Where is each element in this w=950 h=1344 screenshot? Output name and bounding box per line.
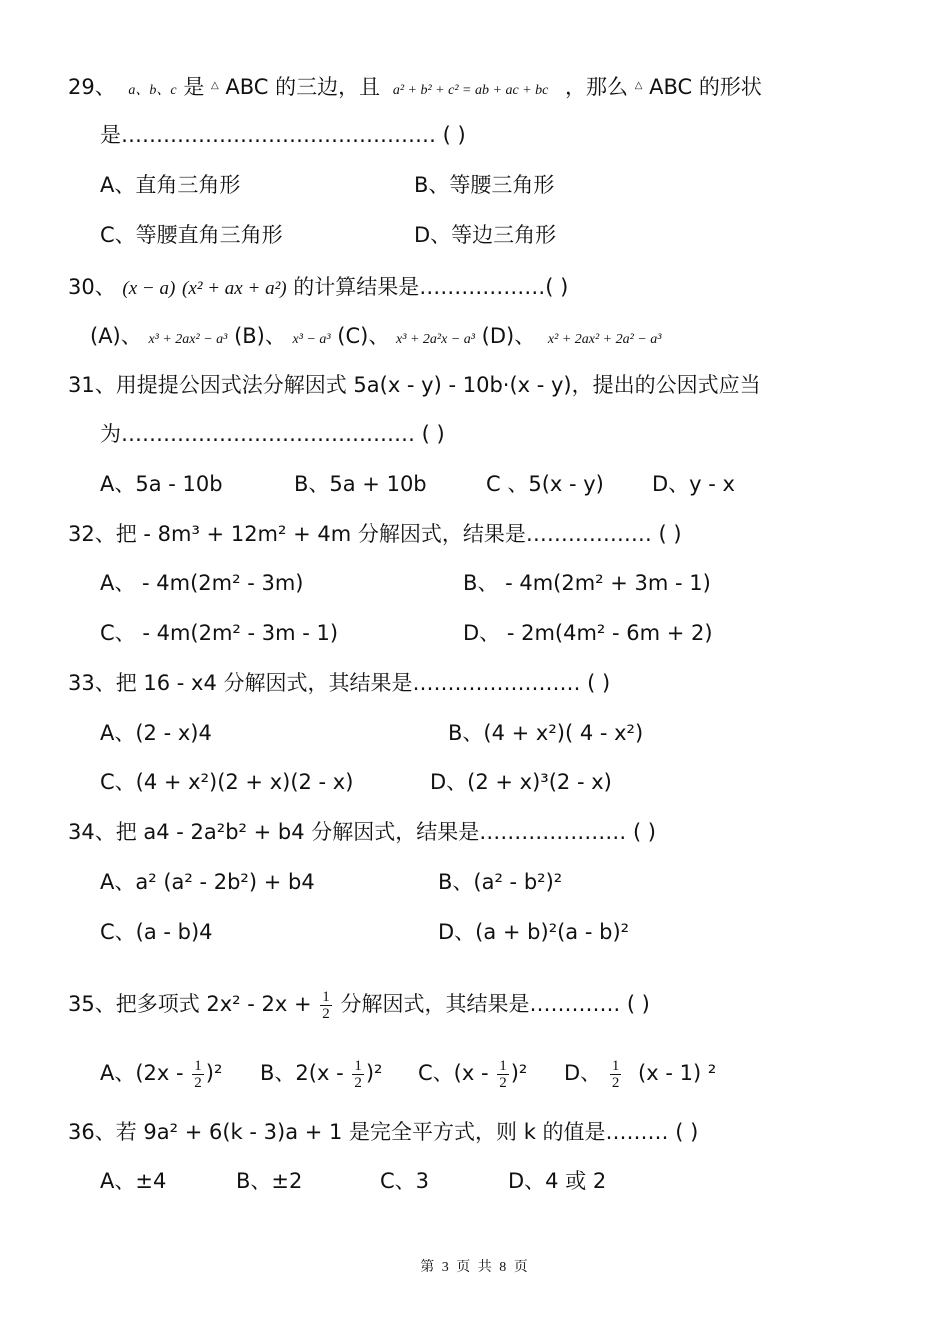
q32-option-c: C、 - 4m(2m² - 3m - 1) [100,621,339,645]
fraction-one-half [610,1058,622,1091]
fraction-numerator: 1 [354,1057,362,1074]
q36-option-b: B、±2 [236,1169,303,1193]
q35-stem [68,984,650,1024]
q32-option-d: D、 - 2m(4m² - 6m + 2) [463,621,713,645]
triangle-icon: △ [211,80,219,91]
q35-option-a-part1: A、(2x - [100,1061,184,1085]
q33-option-a: A、(2 - x)4 [100,721,212,745]
q30-option-c-expr: x³ + 2a²x − a³ [396,332,475,347]
q29-option-d: D、等边三角形 [414,223,557,247]
q35-text-1: 35、把多项式 2x² - 2x + [68,992,312,1016]
q29-option-c: C、等腰直角三角形 [100,223,283,247]
triangle-icon: △ [634,80,643,91]
q35-option-d-part2: (x - 1) ² [638,1061,717,1085]
q33-option-c: C、(4 + x²)(2 + x)(2 - x) [100,770,354,794]
q31-stem-line2: 为…………………………………… ( ) [100,422,445,446]
q36-option-a: A、±4 [100,1169,167,1193]
q34-option-d: D、(a + b)²(a - b)² [438,920,630,944]
q36-option-d: D、4 或 2 [508,1169,607,1193]
q31-option-b: B、5a + 10b [294,472,427,496]
q30-options [90,322,661,354]
fraction-one-half [320,989,332,1022]
fraction-numerator: 1 [322,988,330,1005]
q29-text-4: ABC 的形状 [649,75,762,99]
q30-factor-2: (x² + ax + a²) [182,278,287,299]
q29-equation: a² + b² + c² = ab + ac + bc [392,83,549,98]
q30-option-b-label: (B)、 [234,324,286,348]
fraction-denominator: 2 [611,1074,620,1091]
q35-option-a [100,1053,222,1093]
q30-option-a-label: (A)、 [90,324,142,348]
q31-option-c: C 、5(x - y) [486,472,604,496]
q29-text-2: ABC 的三边，且 [225,75,381,99]
q31-stem: 31、用提提公因式法分解因式 5a(x - y) - 10b·(x - y)，提出的公因式应当 [68,373,761,397]
q31-option-d: D、y - x [652,472,735,496]
q34-stem: 34、把 a4 - 2a²b² + b4 分解因式，结果是………………… ( ) [68,820,656,844]
q30-text: 的计算结果是………………( ) [293,275,569,299]
q35-text-2: 分解因式，其结果是…………. ( ) [340,992,650,1016]
q33-option-d: D、(2 + x)³(2 - x) [430,770,612,794]
fraction-denominator: 2 [194,1074,202,1091]
fraction-denominator: 2 [322,1005,330,1022]
q35-option-c [418,1053,527,1093]
q29-stem-line2: 是……………………………………… ( ) [100,123,466,147]
q31-option-a: A、5a - 10b [100,472,223,496]
q30-option-c-label: (C)、 [337,324,390,348]
q35-option-c-part1: C、(x - [418,1061,489,1085]
q35-option-b-part1: B、2(x - [260,1061,344,1085]
q32-stem: 32、把 - 8m³ + 12m² + 4m 分解因式，结果是……………… ( ) [68,522,682,546]
q29-vars: a、b、c [128,83,177,98]
q30-number: 30、 [68,275,116,299]
fraction-numerator: 1 [499,1057,507,1074]
q30-factor-1: (x − a) [122,278,176,299]
q35-option-a-part2: )² [205,1061,223,1085]
q34-option-c: C、(a - b)4 [100,920,213,944]
q33-option-b: B、(4 + x²)( 4 - x²) [448,721,644,745]
q30-option-b-expr: x³ − a³ [292,332,331,347]
q30-option-d-expr: x² + 2ax² + 2a² − a³ [547,332,662,347]
q32-option-b: B、 - 4m(2m² + 3m - 1) [463,571,711,595]
q32-option-a: A、 - 4m(2m² - 3m) [100,571,304,595]
q29-option-b: B、等腰三角形 [414,173,555,197]
fraction-denominator: 2 [499,1074,507,1091]
fraction-one-half [497,1058,509,1091]
q35-option-b-part2: )² [365,1061,383,1085]
q29-number: 29、 [68,75,116,99]
fraction-one-half [192,1058,204,1091]
q36-stem: 36、若 9a² + 6(k - 3)a + 1 是完全平方式，则 k 的值是……… ( ) [68,1120,699,1144]
fraction-numerator: 1 [194,1057,202,1074]
q35-option-c-part2: )² [510,1061,528,1085]
q30-option-d-label: (D)、 [481,324,536,348]
q36-option-c: C、3 [380,1169,430,1193]
q29-option-a: A、直角三角形 [100,173,241,197]
q33-stem: 33、把 16 - x4 分解因式，其结果是…………………… ( ) [68,671,611,695]
q30-stem [68,273,568,303]
q30-option-a-expr: x³ + 2ax² − a³ [148,332,228,347]
fraction-numerator: 1 [611,1057,620,1074]
q34-option-a: A、a² (a² - 2b²) + b4 [100,870,315,894]
q29-text-1: 是 [183,75,205,99]
q34-option-b: B、(a² - b²)² [438,870,563,894]
q29-text-3: ，那么 [565,75,629,99]
q35-option-b [260,1053,382,1093]
q35-option-d-part1: D、 [564,1061,602,1085]
q35-option-d [564,1053,716,1093]
q29-stem [68,72,762,105]
page-footer: 第 3 页 共 8 页 [420,1260,530,1275]
fraction-one-half [352,1058,364,1091]
fraction-denominator: 2 [354,1074,362,1091]
